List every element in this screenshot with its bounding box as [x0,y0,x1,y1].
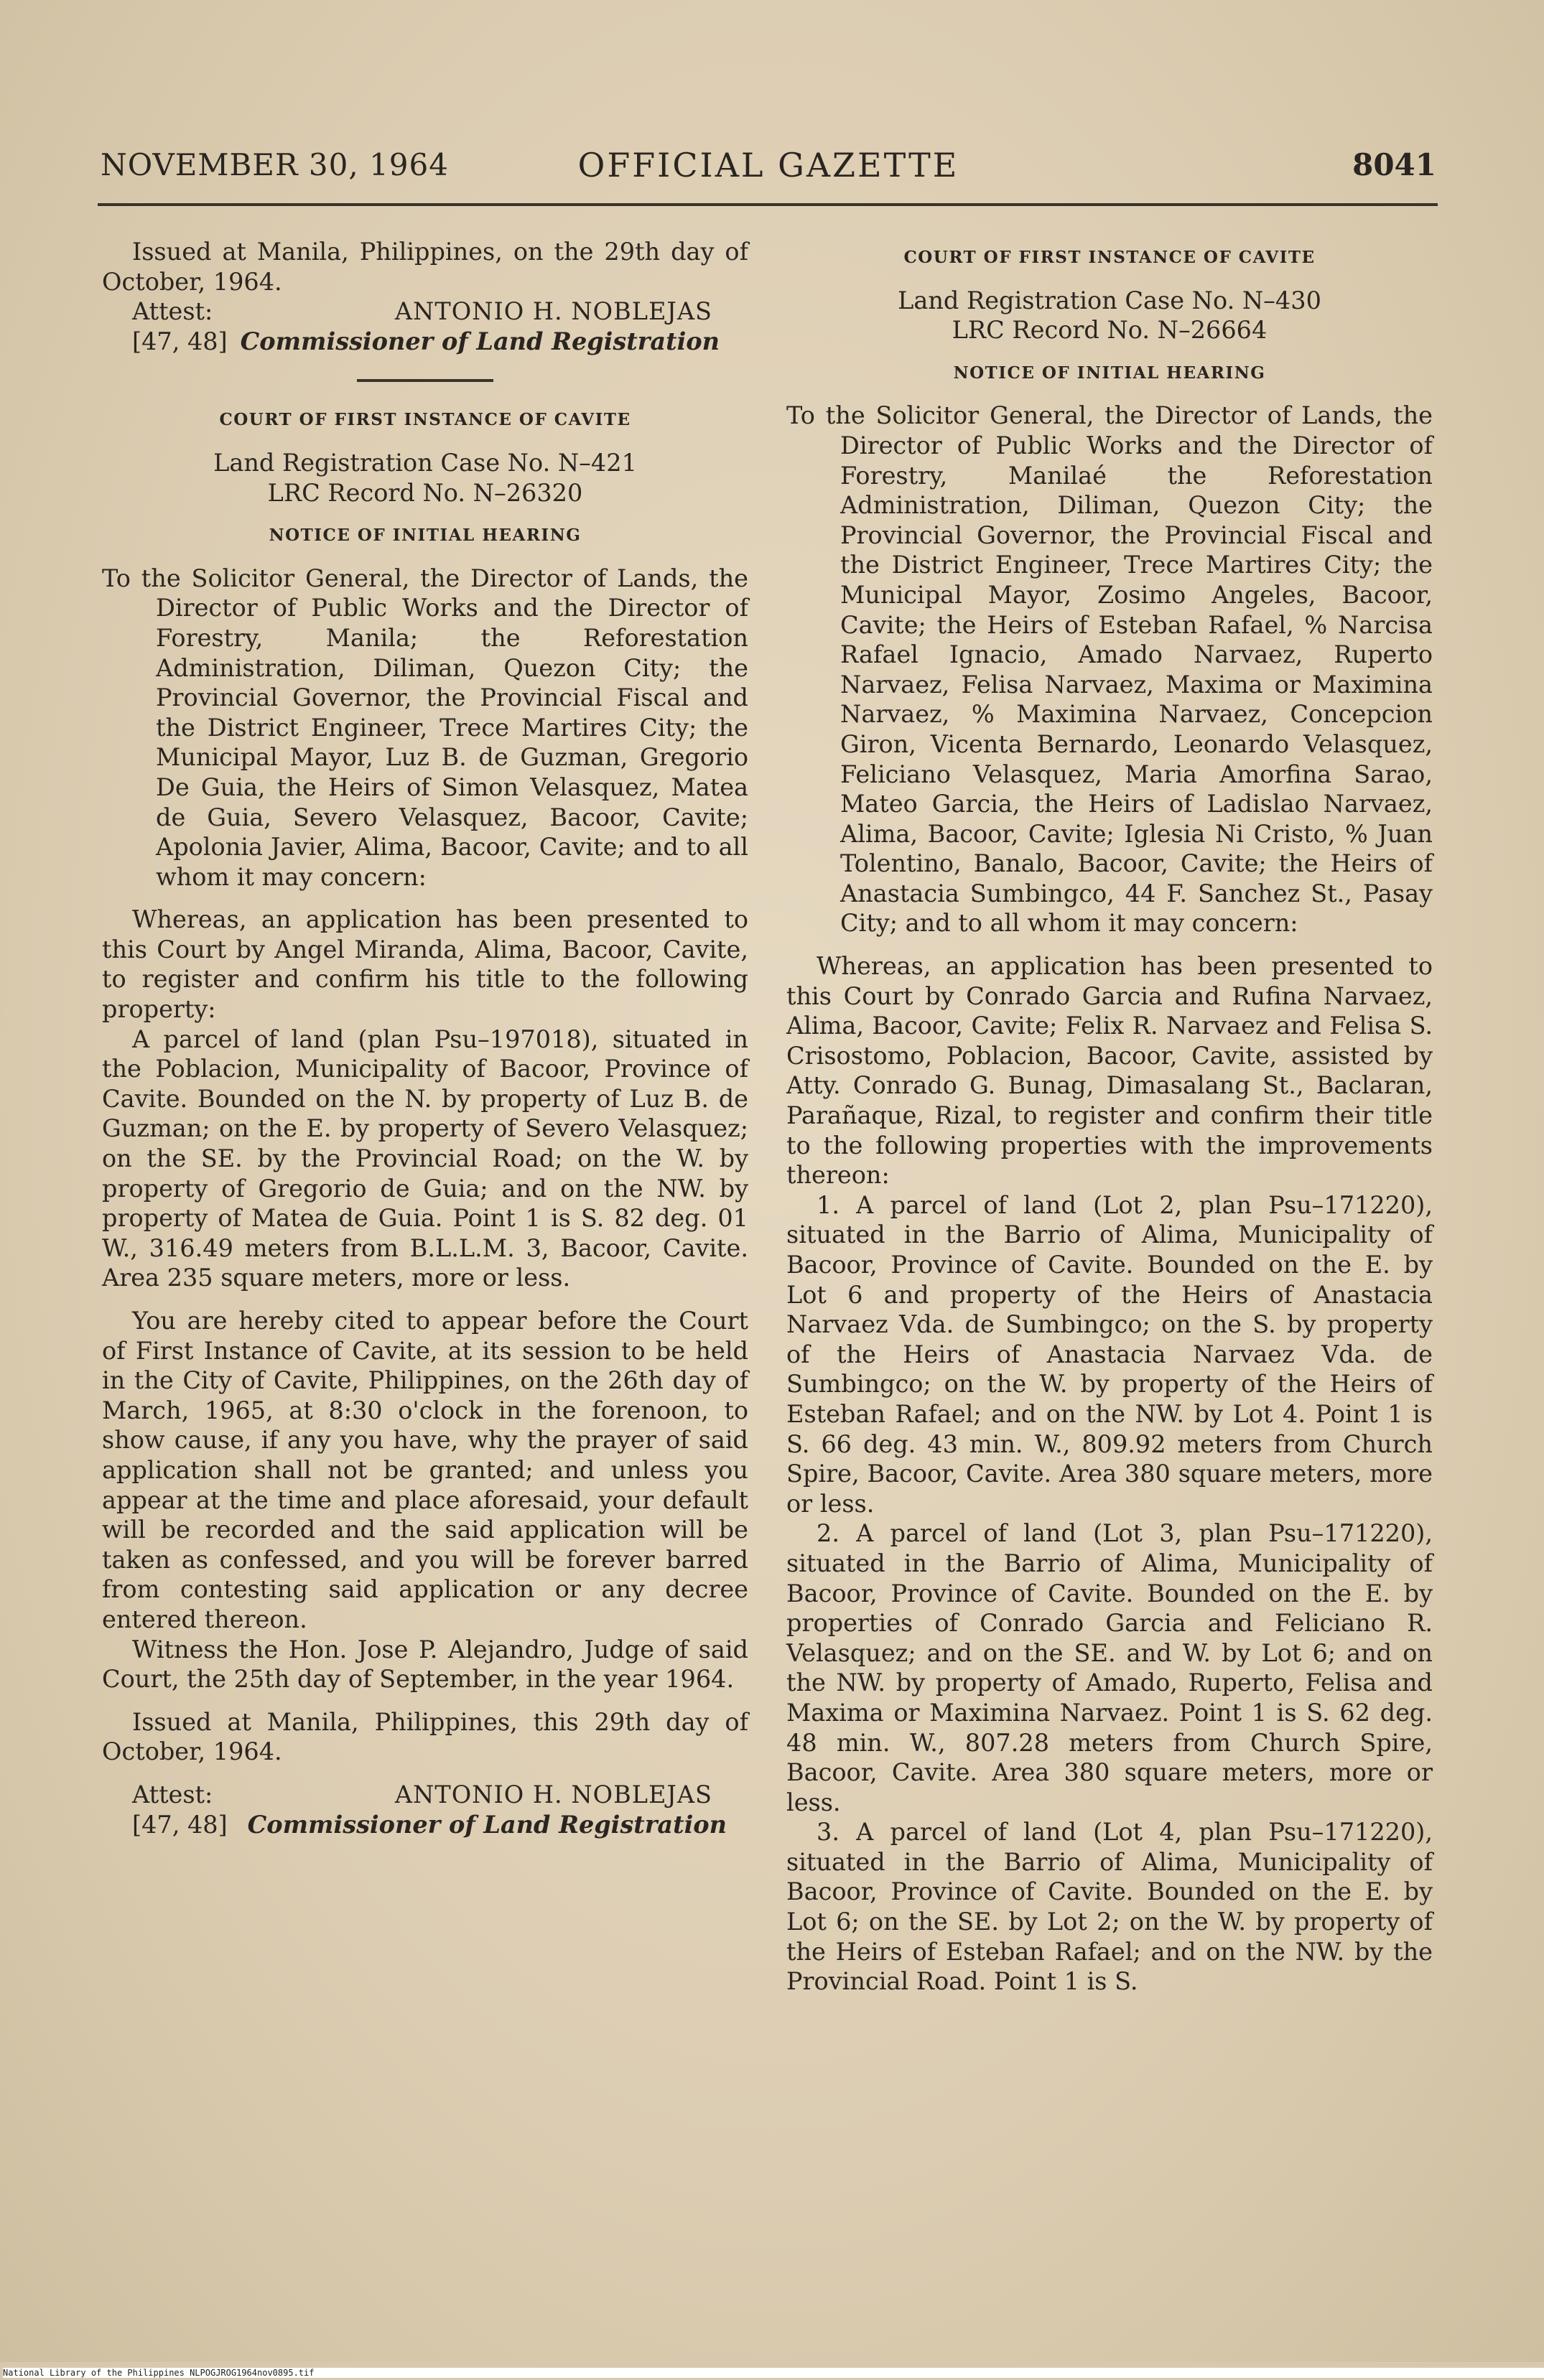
whereas-paragraph: Whereas, an application has been presented to this Court by Conrado Garcia and Rufina Narvaez, Alima, Bacoor, Cavite; Felix R. Narvaez and Felisa S. Crisostomo, Poblacion, Bacoor, Cavite, assisted by Atty. Conrado G. Bunag, Dimasalang St., Baclaran, Parañaque, Rizal, to register and confirm their title to the following properties with the improvements thereon: [786,952,1433,1190]
parcel-description: A parcel of land (plan Psu–197018), situated in the Poblacion, Municipality of Bacoor, Province of Cavite. Bounded on the N. by property of Luz B. de Guzman; on the E. by property of Severo Velasquez; on the SE. by the Provincial Road; on the W. by property of Gregorio de Guia; and on the NW. by property of Matea de Guia. Point 1 is S. 82 deg. 01 W., 316.49 meters from B.L.L.M. 3, Bacoor, Cavite. Area 235 square meters, more or less. [102,1025,748,1292]
whereas-paragraph: Whereas, an application has been presented to this Court by Angel Miranda, Alima, Bacoor, Cavite, to register and confirm his title to the following property: [102,905,748,1024]
case-number: Land Registration Case No. N–421 [213,448,637,477]
gazette-ref: [47, 48] [132,327,228,355]
prior-notice-issued: Issued at Manila, Philippines, on the 29th day of October, 1964. [102,238,748,296]
attest-name: ANTONIO H. NOBLEJAS [394,297,712,326]
publication-title: OFFICIAL GAZETTE [577,146,959,185]
attest-label: Attest: [132,297,213,326]
prior-attest-line [102,297,748,327]
notice-heading: NOTICE OF INITIAL HEARING [269,526,582,546]
right-column [786,237,1433,1997]
notice-address: To the Solicitor General, the Director of Lands, the Director of Public Works and the Director of Forestry, Manila; the Reforestation Administration, Diliman, Quezon City; the Provincial Governor, the Provincial Fiscal and the District Engineer, Trece Martires City; the Municipal Mayor, Luz B. de Guzman, Gregorio De Guia, the Heirs of Simon Velasquez, Matea de Guia, Severo Velasquez, Bacoor, Cavite; Apolonia Javier, Alima, Bacoor, Cavite; and to all whom it may concern: [102,564,748,891]
notice-heading: NOTICE OF INITIAL HEARING [953,363,1266,383]
notice-address: To the Solicitor General, the Director of Lands, the Director of Public Works and the Director of Forestry, Manilaé the Reforestation Administration, Diliman, Quezon City; the Provincial Governor, the Provincial Fiscal and the District Engineer, Trece Martires City; the Municipal Mayor, Zosimo Angeles, Bacoor, Cavite; the Heirs of Esteban Rafael, % Narcisa Rafael Ignacio, Amado Narvaez, Ruperto Narvaez, Felisa Narvaez, Maxima or Maximina Narvaez, % Maximina Narvaez, Concepcion Giron, Vicenta Bernardo, Leonardo Velasquez, Feliciano Velasquez, Maria Amorfina Sarao, Mateo Garcia, the Heirs of Ladislao Narvaez, Alima, Bacoor, Cavite; Iglesia Ni Cristo, % Juan Tolentino, Banalo, Bacoor, Cavite; the Heirs of Anastacia Sumbingco, 44 F. Sanchez St., Pasay City; and to all whom it may concern: [786,401,1433,938]
section-divider [357,379,493,382]
parcel-item-2: 2. A parcel of land (Lot 3, plan Psu–171220), situated in the Barrio of Alima, Municipality of Bacoor, Province of Cavite. Bounded on the E. by properties of Conrado Garcia and Feliciano R. Velasquez; and on the SE. and W. by Lot 6; and on the NW. by property of Amado, Ruperto, Felisa and Maxima or Maximina Narvaez. Point 1 is S. 62 deg. 48 min. W., 807.28 meters from Church Spire, Bacoor, Cavite. Area 380 square meters, more or less. [786,1519,1433,1816]
attest-line [102,1780,748,1810]
court-heading: COURT OF FIRST INSTANCE OF CAVITE [903,248,1316,267]
prior-attest-title-line [102,327,748,357]
attest-title-line [102,1810,748,1840]
record-number: LRC Record No. N–26664 [952,316,1268,345]
citation-paragraph: You are hereby cited to appear before the Court of First Instance of Cavite, at its session to be held in the City of Cavite, Philippines, on the 26th day of March, 1965, at 8:30 o'clock in the forenoon, to show cause, if any you have, why the prayer of said application shall not be granted; and unless you appear at the time and place aforesaid, your default will be recorded and the said application will be taken as confessed, and you will be forever barred from contesting said application or any decree entered thereon. [102,1307,748,1633]
issued-paragraph: Issued at Manila, Philippines, this 29th day of October, 1964. [102,1707,748,1766]
page-header [101,147,1436,197]
issue-date: NOVEMBER 30, 1964 [101,147,449,182]
scan-footer: National Library of the Philippines NLPOGJROG1964nov0895.tif [3,2368,1544,2378]
page-number: 8041 [1352,147,1436,182]
gazette-ref: [47, 48] [132,1810,228,1839]
witness-paragraph: Witness the Hon. Jose P. Alejandro, Judge of said Court, the 25th day of September, in the year 1964. [102,1635,748,1694]
case-number: Land Registration Case No. N–430 [898,286,1321,314]
header-rule [98,203,1438,206]
left-column [102,237,748,1839]
attest-title: Commissioner of Land Registration [247,1810,727,1839]
attest-title: Commissioner of Land Registration [240,327,720,355]
parcel-item-3: 3. A parcel of land (Lot 4, plan Psu–171220), situated in the Barrio of Alima, Municipality of Bacoor, Province of Cavite. Bounded on the E. by Lot 6; on the SE. by Lot 2; on the W. by property of the Heirs of Esteban Rafael; and on the NW. by the Provincial Road. Point 1 is S. [786,1818,1433,1996]
record-number: LRC Record No. N–26320 [267,478,583,507]
parcel-item-1: 1. A parcel of land (Lot 2, plan Psu–171220), situated in the Barrio of Alima, Municipality of Bacoor, Province of Cavite. Bounded on the E. by Lot 6 and property of the Heirs of Anastacia Narvaez Vda. de Sumbingco; on the S. by property of the Heirs of Anastacia Narvaez Vda. de Sumbingco; on the W. by property of the Heirs of Esteban Rafael; and on the NW. by Lot 4. Point 1 is S. 66 deg. 43 min. W., 809.92 meters from Church Spire, Bacoor, Cavite. Area 380 square meters, more or less. [786,1190,1433,1518]
attest-name: ANTONIO H. NOBLEJAS [394,1780,712,1809]
attest-label: Attest: [132,1780,213,1809]
court-heading: COURT OF FIRST INSTANCE OF CAVITE [219,410,631,430]
